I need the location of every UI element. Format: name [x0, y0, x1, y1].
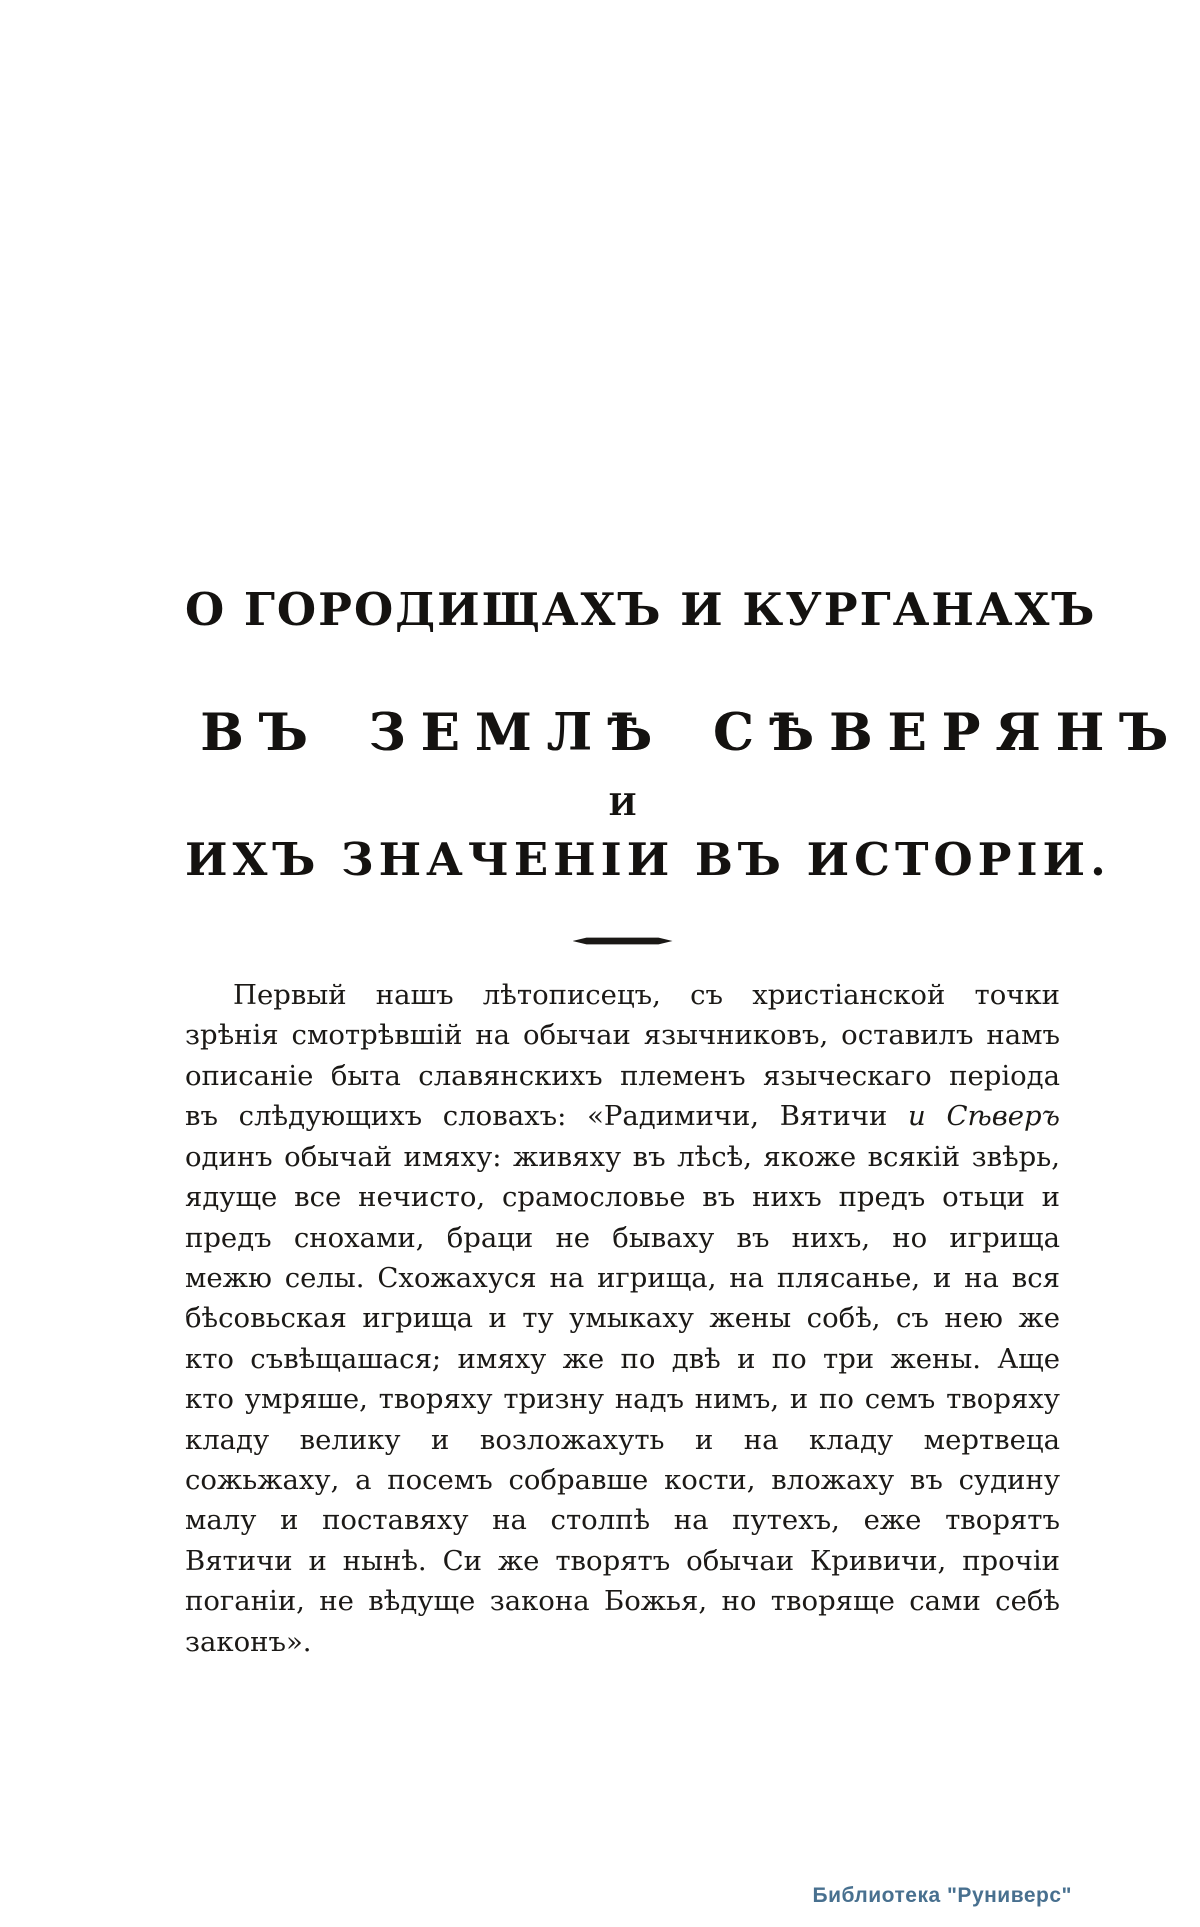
paragraph-segment-2: одинъ обычай имяху: живяху въ лѣсѣ, якоже всякій звѣрь, ядуще все нечисто, срамословье въ нихъ предъ отьци и предъ снохами, браци не бываху въ нихъ, но игрища межю селы. Схожахуся на игрища, на плясанье, и на вся бѣсовьская игрища и ту умыкаху жены собѣ, съ нею же кто съвѣщашася; имяху же по двѣ и по три жены. Аще кто умряше, творяху тризну надъ нимъ, и по семъ творяху кладу велику и возложахуть и на кладу мертвеца сожьжаху, а посемъ собравше кости, вложаху въ судину малу и поставяху на столпѣ на путехъ, еже творятъ Вятичи и нынѣ. Си же творятъ обычаи Кривичи, прочіи поганіи, не вѣдуще закона Божья, но творяще сами себѣ законъ». [185, 1140, 1060, 1658]
book-title-line-3: ИХЪ ЗНАЧЕНІИ ВЪ ИСТОРІИ. [185, 833, 1111, 886]
library-watermark: Библиотека "Руниверс" [812, 1884, 1072, 1907]
book-title-line-2: ВЪ ЗЕМЛѢ СѢВЕРЯНЪ [200, 703, 1184, 763]
section-divider-rule [573, 937, 673, 945]
body-paragraph [185, 975, 1060, 1662]
title-conjunction: И [608, 788, 637, 823]
paragraph-segment-1: Первый нашъ лѣтописецъ, съ христіанской точки зрѣнія смотрѣвшій на обычаи язычниковъ, оставилъ намъ описаніе быта славянскихъ племенъ языческаго періода въ слѣдующихъ словахъ: «Радимичи, Вятичи [185, 979, 1060, 1133]
book-title-line-1: О ГОРОДИЩАХЪ И КУРГАНАХЪ [185, 583, 1097, 636]
text-column [185, 0, 1184, 1927]
paragraph-segment-italic: и Сѣверъ [908, 1100, 1060, 1133]
